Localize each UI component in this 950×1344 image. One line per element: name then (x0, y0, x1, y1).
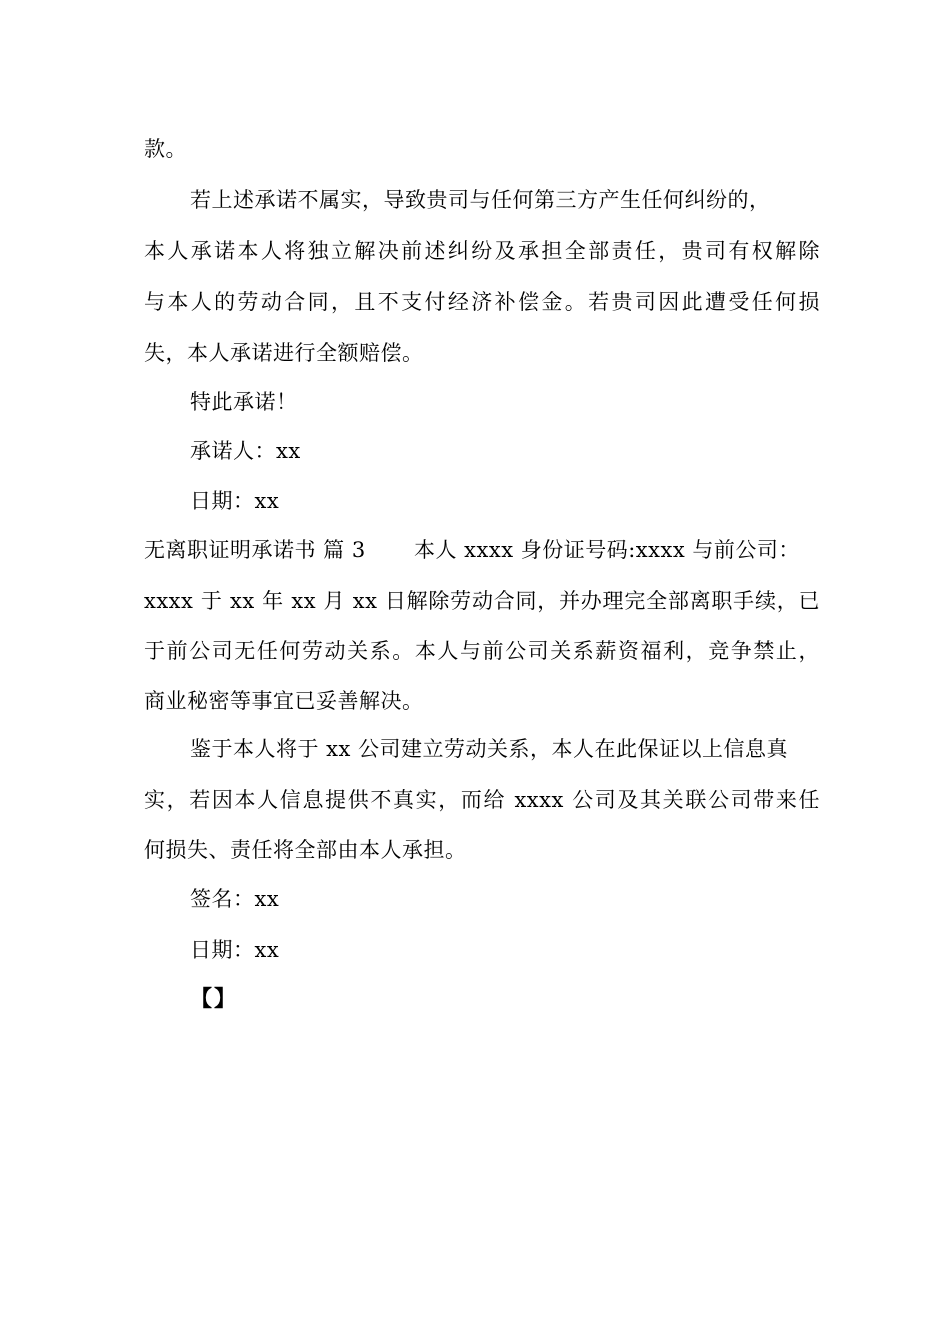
paragraph-line: 于前公司无任何劳动关系。本人与前公司关系薪资福利，竞争禁止， (144, 639, 820, 663)
section-first-line: 本人 xxxx 身份证号码:xxxx 与前公司： (414, 538, 800, 562)
paragraph-line: 本人承诺本人将独立解决前述纠纷及承担全部责任，贵司有权解除 (144, 239, 820, 263)
promiser-line: 承诺人：xx (190, 439, 301, 463)
paragraph-line: 失，本人承诺进行全额赔偿。 (144, 341, 424, 365)
closing-statement: 特此承诺！ (190, 390, 298, 414)
paragraph-line: 若上述承诺不属实，导致贵司与任何第三方产生任何纠纷的， (190, 188, 771, 212)
paragraph-line: 何损失、责任将全部由本人承担。 (144, 838, 467, 862)
section-heading-line (144, 535, 820, 565)
section-title: 无离职证明承诺书 篇 3 (144, 538, 366, 562)
date-line: 日期：xx (190, 489, 280, 513)
signature-line: 签名：xx (190, 887, 280, 911)
paragraph-line: 实，若因本人信息提供不真实，而给 xxxx 公司及其关联公司带来任 (144, 788, 820, 812)
empty-bracket: 【】 (190, 986, 239, 1012)
paragraph-line: 商业秘密等事宜已妥善解决。 (144, 689, 424, 713)
paragraph-end-line: 款。 (144, 137, 187, 161)
paragraph-line: 与本人的劳动合同，且不支付经济补偿金。若贵司因此遭受任何损 (144, 290, 820, 314)
paragraph-line: 鉴于本人将于 xx 公司建立劳动关系，本人在此保证以上信息真 (190, 737, 789, 761)
paragraph-line: xxxx 于 xx 年 xx 月 xx 日解除劳动合同，并办理完全部离职手续，已 (144, 589, 820, 613)
date-line: 日期：xx (190, 938, 280, 962)
